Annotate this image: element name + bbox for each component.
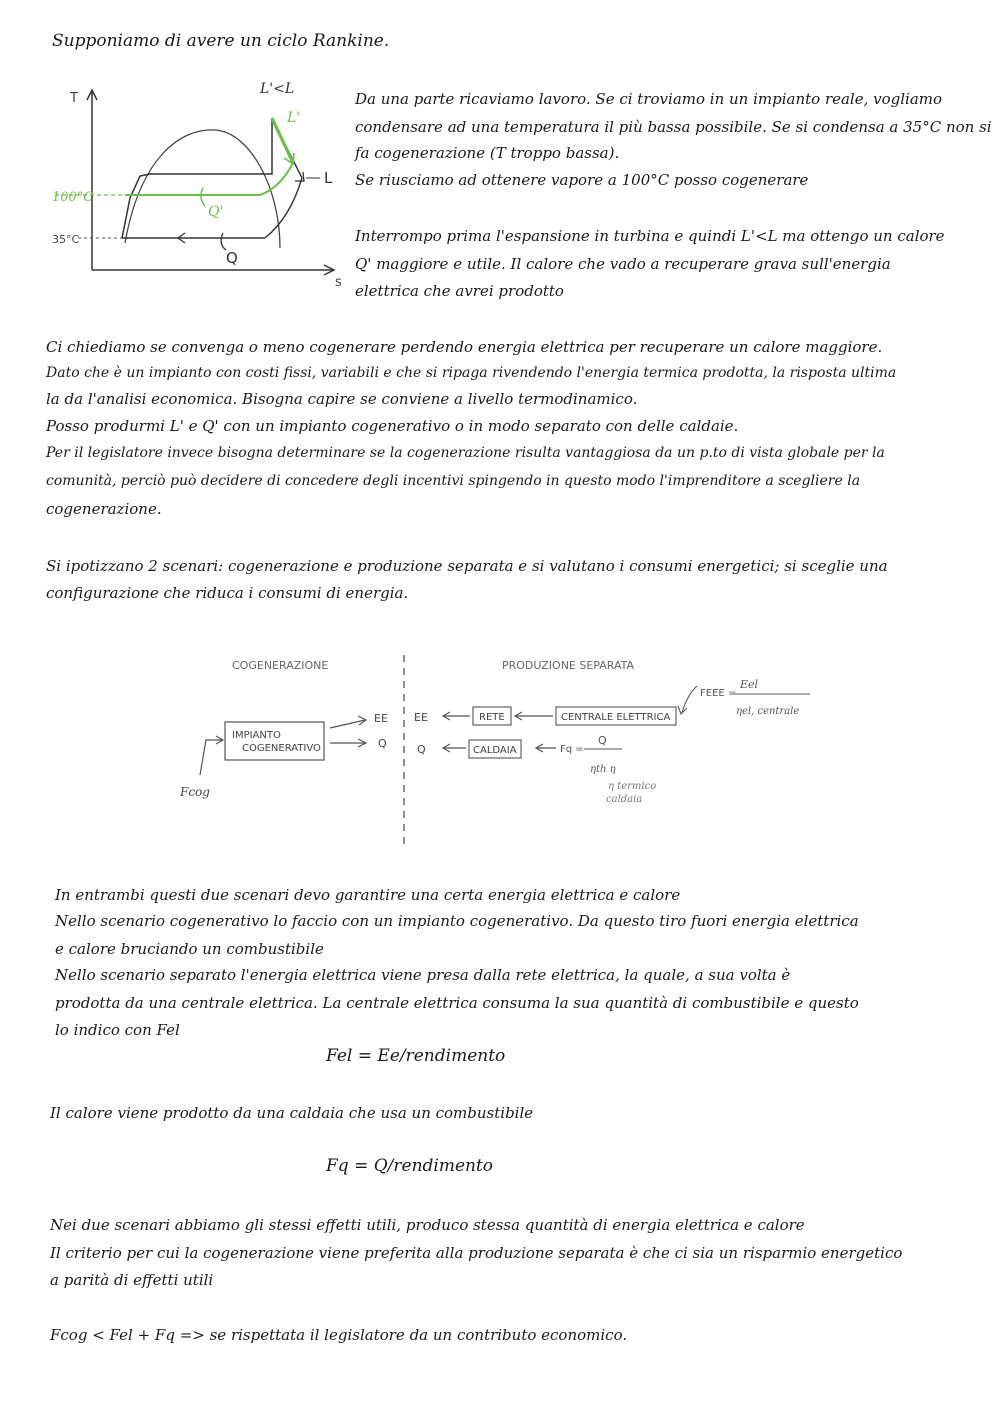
- separate-title: PRODUZIONE SEPARATA: [502, 659, 635, 672]
- paragraph-line: comunità, perciò può decidere di concedere degli incentivi spingendo in questo modo l'imprenditore a scegliere la: [46, 473, 861, 489]
- rankine-cycle: [122, 118, 272, 238]
- power-plant-label: CENTRALE ELETTRICA: [561, 712, 671, 723]
- label-100c: 100°C: [52, 190, 94, 205]
- plant-label-line1: IMPIANTO: [232, 730, 281, 741]
- fq-note-line1: η termico: [608, 781, 657, 792]
- paragraph-line: Nello scenario cogenerativo lo faccio con un impianto cogenerativo. Da questo tiro fuori energia elettrica: [55, 912, 859, 930]
- turbine-line: elettrica che avrei prodotto: [355, 282, 564, 300]
- equation-fq: Fq = Q/rendimento: [326, 1156, 494, 1176]
- ts-diagram: [40, 78, 360, 293]
- paragraph-line: lo indico con Fel: [55, 1021, 180, 1039]
- fel-formula-denominator: ηel, centrale: [736, 706, 800, 717]
- paragraph-line: e calore bruciando un combustibile: [55, 940, 324, 958]
- cog-ee-output: EE: [374, 712, 388, 725]
- paragraph-line: la da l'analisi economica. Bisogna capire se conviene a livello termodinamico.: [46, 390, 638, 408]
- paragraph-line: prodotta da una centrale elettrica. La centrale elettrica consuma la sua quantità di combustibile e questo: [55, 994, 859, 1012]
- paragraph-line: Nei due scenari abbiamo gli stessi effetti utili, produco stessa quantità di energia elettrica e calore: [50, 1216, 805, 1234]
- grid-label: RETE: [479, 712, 505, 723]
- intro-line: fa cogenerazione (T troppo bassa).: [355, 144, 620, 162]
- intro-line: condensare ad una temperatura il più bassa possibile. Se si condensa a 35°C non si: [355, 118, 992, 136]
- fq-formula-denominator: ηth η: [590, 764, 616, 775]
- fel-formula-label: FEEE =: [700, 688, 737, 699]
- fq-formula-label: Fq =: [560, 744, 584, 755]
- cog-q-output: Q: [378, 737, 387, 750]
- label-l: L: [324, 169, 333, 187]
- scheme-diagram: [170, 650, 830, 850]
- intro-line: Se riusciamo ad ottenere vapore a 100°C posso cogenerare: [355, 171, 809, 189]
- cogeneration-title: COGENERAZIONE: [232, 659, 329, 672]
- boiler-label: CALDAIA: [473, 745, 517, 756]
- final-criterion-line: Fcog < Fel + Fq => se rispettata il legislatore da un contributo economico.: [50, 1326, 628, 1344]
- page-title: Supponiamo di avere un ciclo Rankine.: [52, 31, 390, 51]
- turbine-line: Interrompo prima l'espansione in turbina e quindi L'<L ma ottengo un calore: [355, 227, 945, 245]
- label-lprime-lt-l: L'<L: [260, 81, 295, 97]
- axis-t-label: T: [70, 91, 78, 106]
- cogeneration-plant-box: [225, 722, 324, 760]
- plant-label-line2: COGENERATIVO: [242, 743, 321, 754]
- paragraph-line: cogenerazione.: [46, 500, 162, 518]
- paragraph-line: Dato che è un impianto con costi fissi, variabili e che si ripaga rivendendo l'energia termica prodotta, la risposta ultima: [46, 365, 897, 381]
- paragraph-line: Ci chiediamo se convenga o meno cogenerare perdendo energia elettrica per recuperare un calore maggiore.: [46, 338, 883, 356]
- fel-formula-numerator: Eel: [740, 678, 759, 691]
- paragraph-line: a parità di effetti utili: [50, 1271, 214, 1289]
- label-q: Q: [226, 249, 238, 267]
- paragraph-line: In entrambi questi due scenari devo garantire una certa energia elettrica e calore: [55, 886, 681, 904]
- paragraph-line: Si ipotizzano 2 scenari: cogenerazione e produzione separata e si valutano i consumi energetici; si sceglie una: [46, 557, 888, 575]
- paragraph-line: configurazione che riduca i consumi di energia.: [46, 584, 409, 602]
- fuel-cog-label: Fcog: [180, 785, 210, 799]
- fq-note-line2: caldaia: [606, 794, 643, 805]
- paragraph-line: Il criterio per cui la cogenerazione viene preferita alla produzione separata è che ci sia un risparmio energetico: [50, 1244, 903, 1262]
- sep-ee-label: EE: [414, 711, 428, 724]
- intro-line: Da una parte ricaviamo lavoro. Se ci troviamo in un impianto reale, vogliamo: [355, 90, 943, 108]
- sep-q-label: Q: [417, 743, 426, 756]
- label-lprime: L': [287, 110, 301, 126]
- turbine-line: Q' maggiore e utile. Il calore che vado a recuperare grava sull'energia: [355, 255, 891, 273]
- axis-s-label: s: [335, 275, 342, 290]
- paragraph-line: Posso produrmi L' e Q' con un impianto cogenerativo o in modo separato con delle caldaie.: [46, 417, 739, 435]
- label-qprime: Q': [208, 204, 224, 220]
- fq-formula-numerator: Q: [598, 734, 607, 747]
- paragraph-line: Nello scenario separato l'energia elettrica viene presa dalla rete elettrica, la quale, a sua volta è: [55, 966, 791, 984]
- paragraph-line: Per il legislatore invece bisogna determinare se la cogenerazione risulta vantaggiosa da un p.to di vista globale per la: [46, 445, 885, 461]
- label-35c: 35°C: [52, 233, 80, 246]
- boiler-sentence: Il calore viene prodotto da una caldaia che usa un combustibile: [50, 1104, 534, 1122]
- equation-fel: Fel = Ee/rendimento: [326, 1046, 506, 1066]
